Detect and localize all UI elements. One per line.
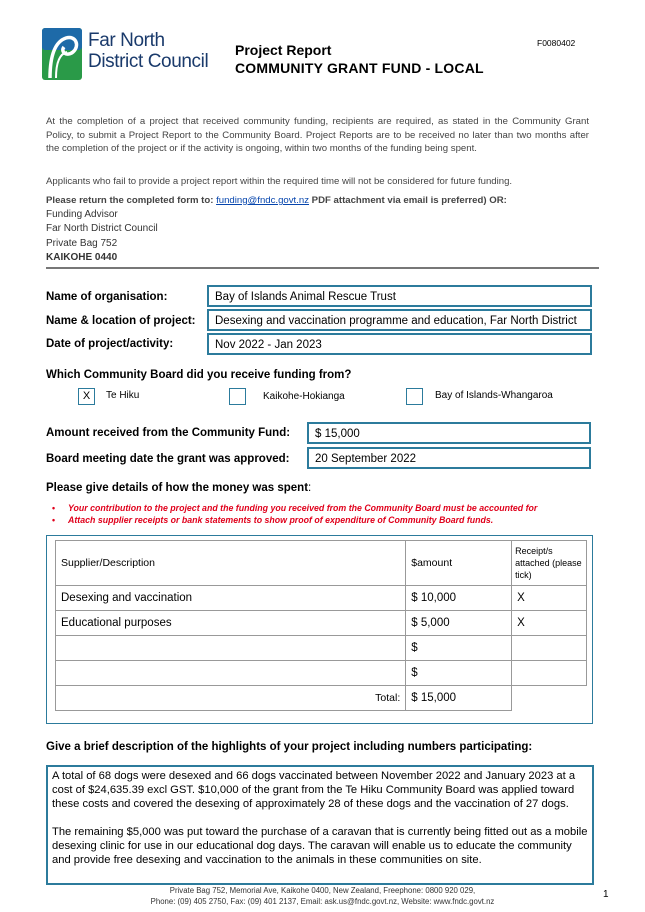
footer-line: Private Bag 752, Memorial Ave, Kaikohe 0400, New Zealand, Freephone: 0800 920 029, <box>169 886 476 895</box>
project-date-label: Date of project/activity: <box>46 338 174 350</box>
funding-email-link[interactable]: funding@fndc.govt.nz <box>216 195 310 206</box>
divider <box>46 267 599 269</box>
return-instructions <box>46 195 507 206</box>
column-header-supplier: Supplier/Description <box>56 541 406 586</box>
council-name-line1: Far North <box>88 30 165 51</box>
supplier-cell[interactable]: Desexing and vaccination <box>56 586 406 611</box>
highlights-paragraph: The remaining $5,000 was put toward the purchase of a caravan that is currently being fitted out as a mobile desexing clinic for use in our educational dog days. The caravan will enable us to educate the community and provide free desexing and vaccination to the animals in these communities on site. <box>52 826 588 866</box>
supplier-cell[interactable] <box>56 661 406 686</box>
amount-field[interactable]: $ 15,000 <box>307 422 591 444</box>
supplier-cell[interactable] <box>56 636 406 661</box>
checkbox-kaikohe-hokianga[interactable] <box>229 388 246 405</box>
address-line: KAIKOHE 0440 <box>46 251 118 263</box>
project-name-field[interactable]: Desexing and vaccination programme and education, Far North District <box>207 309 592 331</box>
board-question: Which Community Board did you receive funding from? <box>46 369 352 381</box>
requirement-bullet: • Attach supplier receipts or bank statements to show proof of expenditure of Community Board funds. <box>52 514 537 526</box>
address-line: Private Bag 752 <box>46 237 118 249</box>
warning-paragraph: Applicants who fail to provide a project report within the required time will not be considered for future funding. <box>46 176 513 187</box>
total-empty-cell <box>512 686 587 711</box>
page-number: 1 <box>603 889 609 900</box>
council-logo <box>42 28 212 84</box>
expenditure-table-frame <box>46 535 593 724</box>
spend-question-text: Please give details of how the money was spent <box>46 482 309 494</box>
total-label: Total: <box>56 686 406 711</box>
footer-contact <box>0 885 645 907</box>
amount-cell[interactable]: $ 10,000 <box>406 586 512 611</box>
koru-logo-icon <box>42 28 82 80</box>
postal-address <box>46 208 158 265</box>
checkbox-label-te-hiku: Te Hiku <box>106 390 140 401</box>
receipt-cell[interactable]: X <box>512 611 587 636</box>
checkbox-bay-of-islands-whangaroa[interactable] <box>406 388 423 405</box>
project-name-label: Name & location of project: <box>46 315 196 327</box>
table-total-row <box>56 686 587 711</box>
spend-requirements <box>52 502 537 527</box>
receipt-cell[interactable]: X <box>512 586 587 611</box>
amount-cell[interactable]: $ <box>406 661 512 686</box>
amount-cell[interactable]: $ <box>406 636 512 661</box>
amount-label: Amount received from the Community Fund: <box>46 427 291 439</box>
checkbox-label-bay-of-islands-whangaroa: Bay of Islands-Whangaroa <box>435 390 553 401</box>
org-name-field[interactable]: Bay of Islands Animal Rescue Trust <box>207 285 592 307</box>
footer-line: Phone: (09) 405 2750, Fax: (09) 401 2137, Email: ask.us@fndc.govt.nz, Website: www.fndc.govt.nz <box>150 897 495 906</box>
council-name <box>88 30 208 72</box>
return-suffix: PDF attachment via email is preferred) OR: <box>309 195 507 206</box>
total-amount-cell[interactable]: $ 15,000 <box>406 686 512 711</box>
highlights-question: Give a brief description of the highlights of your project including numbers participating: <box>46 741 533 753</box>
project-date-field[interactable]: Nov 2022 - Jan 2023 <box>207 333 592 355</box>
meeting-date-label: Board meeting date the grant was approved: <box>46 453 290 465</box>
checkbox-te-hiku[interactable]: X <box>78 388 95 405</box>
highlights-paragraph: A total of 68 dogs were desexed and 66 dogs vaccinated between November 2022 and January 2023 at a cost of $24,635.39 excl GST. $10,000 of the grant from the Te Hiku Community Board was applied toward these costs and covered the desexing of approximately 28 of these dogs and the vaccination of 27 dogs. <box>52 770 576 810</box>
requirement-bullet: • Your contribution to the project and the funding you received from the Community Board must be accounted for <box>52 502 537 514</box>
table-row <box>56 611 587 636</box>
council-name-line2: District Council <box>88 51 209 72</box>
org-name-label: Name of organisation: <box>46 291 168 303</box>
address-line: Far North District Council <box>46 223 158 235</box>
receipt-cell[interactable] <box>512 636 587 661</box>
amount-cell[interactable]: $ 5,000 <box>406 611 512 636</box>
spend-question-colon: : <box>308 482 312 494</box>
form-code: F0080402 <box>537 38 576 48</box>
table-row <box>56 586 587 611</box>
return-prefix: Please return the completed form to: <box>46 195 217 206</box>
column-header-receipt: Receipt/s attached (please tick) <box>512 541 587 586</box>
supplier-cell[interactable]: Educational purposes <box>56 611 406 636</box>
table-row <box>56 661 587 686</box>
column-header-amount: $amount <box>406 541 512 586</box>
expenditure-table <box>55 540 587 711</box>
address-line: Funding Advisor <box>46 209 118 220</box>
table-header-row <box>56 541 587 586</box>
spend-question <box>46 482 311 494</box>
meeting-date-field[interactable]: 20 September 2022 <box>307 447 591 469</box>
checkbox-label-kaikohe-hokianga: Kaikohe-Hokianga <box>263 391 345 402</box>
receipt-cell[interactable] <box>512 661 587 686</box>
page-title: Project Report <box>235 42 332 58</box>
page-subtitle: COMMUNITY GRANT FUND - LOCAL <box>235 60 484 76</box>
highlights-textarea[interactable] <box>46 765 594 885</box>
table-row <box>56 636 587 661</box>
intro-paragraph: At the completion of a project that received community funding, recipients are required, as stated in the Community Grant Policy, to submit a Project Report to the Community Board. Project Reports are to be received no later than two months after the completion of the project or if the activity is ongoing, within two months of the funding being spent. <box>46 116 589 155</box>
